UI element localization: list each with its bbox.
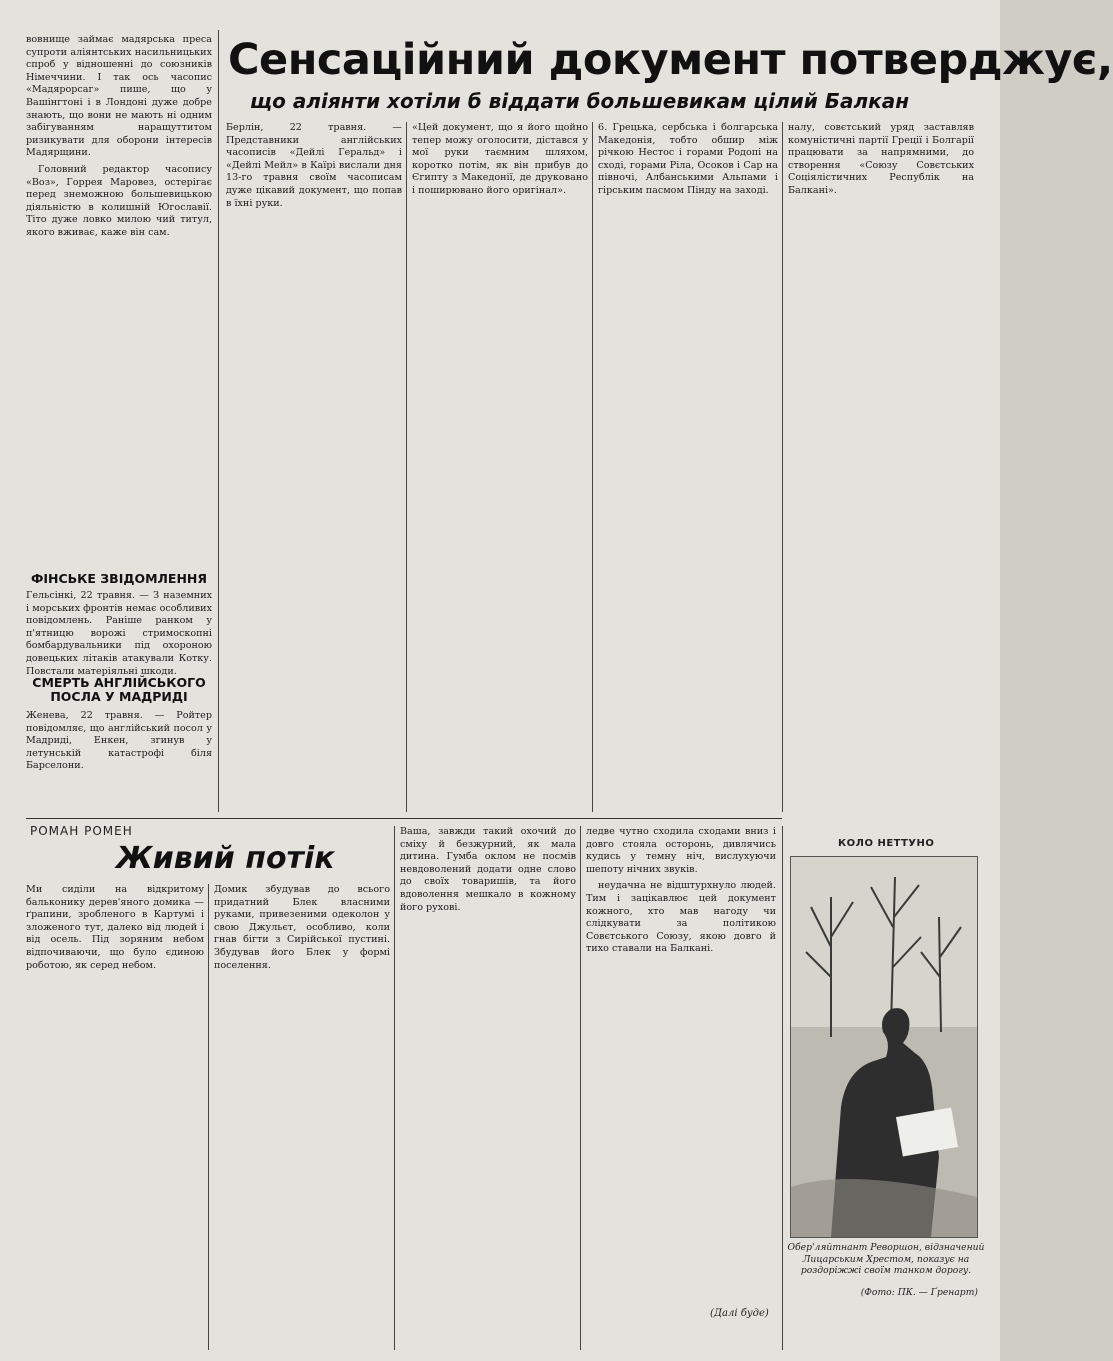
column-divider xyxy=(782,122,783,812)
main-article-col4-text: налу, совєтський уряд заставляв комуністичні партії Греції і Болгарії працювати за напрямними, до створення «Союзу Совєтських Соціялістичних Республік на Балкані». xyxy=(788,122,974,196)
news-photo xyxy=(790,856,978,1238)
story-col4-text: ледве чутно сходила сходами вниз і довго стояла осторонь, дивлячись кудись у темну ніч, вислухуючи шепоту нічних звуків. xyxy=(586,826,776,875)
left-column-1-text: вовнище займає мадярська преса супроти аліянтських насильницьких спроб у відношенні до союзників Німеччини. І так ось часопис «Мадярорсаг» пише, що у Вашінгтоні і в Лондоні дуже добре знають, що вони не мають ні одним забігуванням наращуттитом ризикувати для оборони інтересів Мадярщини. xyxy=(26,34,212,159)
photo-heading: КОЛО НЕТТУНО xyxy=(838,838,935,849)
story-byline: РОМАН РОМЕН xyxy=(30,824,133,838)
column-divider xyxy=(208,884,209,1350)
left-column-1b-text: Головний редактор часопису «Воз», Горрея Маровез, остерігає перед знеможною большевицькою діяльністю в колишній Югославії. Тіто дуже ловко милою чий титул, якого вживає, каже він сам. xyxy=(26,163,212,238)
finnish-report xyxy=(26,571,212,677)
column-divider xyxy=(580,826,581,1350)
madrid-ambassador-text: Женева, 22 травня. — Ройтер повідомляє, що англійський посол у Мадриді, Енкен, згинув у летунській катастрофі біля Барселони. xyxy=(26,710,212,772)
section-divider xyxy=(26,818,782,819)
madrid-ambassador-article xyxy=(26,676,212,806)
photo-credit: (Фото: ПК. — Ґренарт) xyxy=(860,1287,978,1298)
main-article-col1-text: Берлін, 22 травня. — Представники англійських часописів «Дейлі Геральд» і «Дейлі Мейл» в Каїрі вислали дня 13-го травня своїм часописам дуже цікавий документ, що попав в їхні руки. xyxy=(226,122,402,209)
column-divider xyxy=(394,826,395,1350)
story-column-3 xyxy=(400,826,576,1350)
column-divider xyxy=(406,122,407,812)
main-headline: Сенсаційний документ потверджує, xyxy=(228,35,1113,85)
main-article-column-1 xyxy=(226,122,402,812)
photo-illustration xyxy=(791,857,977,1237)
story-column-4 xyxy=(586,826,776,1302)
photo-caption: Обер'ляйтнант Реворшон, відзначений Лицарським Хрестом, показує на роздоріжжі своїм танком дорогу. xyxy=(787,1242,985,1276)
story-col3-text: Ваша, завжди такий охочий до сміху й безжурний, як мала дитина. Гумба оклом не посмів невдоволений додати одне слово до своїх товаришів, та його вдоволення мешкало в кожному його рухові. xyxy=(400,826,576,913)
finnish-report-title: ФІНСЬКЕ ЗВІДОМЛЕННЯ xyxy=(30,571,208,586)
story-col5-text: неудачна не відштурхнуло людей. Тим і зацікавлює цей документ кожного, хто мав нагоду чи слідкувати за політикою Совєтського Союзу, якою довго й тихо ставали на Балкані. xyxy=(586,880,776,955)
finnish-report-text: Гельсінкі, 22 травня. — З наземних і морських фронтів немає особливих повідомлень. Раніше ранком у п'ятницю ворожі стримоскопні бомбардувальники під охороною довецьких літаків атакували Котку. Повстали матеріяльні шкоди. xyxy=(26,590,212,677)
continued-note: (Далі буде) xyxy=(710,1308,769,1319)
story-col2-text: Домик збудував до всього придатний Блек власними руками, привезеними одеколон у свою Джульєт, особливо, коли гнав бігти з Сирійської пустині. Збудував його Блек у формі поселення. xyxy=(214,884,390,971)
left-column-1 xyxy=(26,34,212,574)
story-column-2 xyxy=(214,884,390,1350)
main-article-column-2 xyxy=(412,122,588,812)
column-divider xyxy=(782,826,783,1350)
column-divider xyxy=(592,122,593,812)
story-col1-text: Ми сиділи на відкритому бальконику дерев'яного домика — ґрапини, зробленого в Картумі і зложеного тут, далеко від людей і від осель. Під зоряним небом відпочиваючи, що було єдиною роботою, як серед небом. xyxy=(26,884,204,971)
main-article-col2-text: «Цей документ, що я його щойно тепер можу оголосити, дістався у мої руки таємним шляхом, коротко потім, як він прибув до Єгипту з Македонії, де друковано і поширювано його оригінал». xyxy=(412,122,588,196)
story-title: Живий потік xyxy=(116,841,335,876)
story-column-1 xyxy=(26,884,204,1350)
main-subheadline: що аліянти хотіли б віддати большевикам цілий Балкан xyxy=(250,89,910,113)
madrid-ambassador-title: СМЕРТЬ АНГЛІЙСЬКОГО ПОСЛА У МАДРИДІ xyxy=(32,675,206,704)
main-article-column-3 xyxy=(598,122,778,812)
main-article-column-4 xyxy=(788,122,974,812)
main-article-col3-text: 6. Грецька, сербська і болгарська Македонія, тобто обшир між річкою Нестос і горами Родопі на сході, горами Ріла, Осоков і Сар на півночі, Албанськими Альпами і гірським пасмом Пінду на заході. xyxy=(598,122,778,196)
column-divider xyxy=(218,30,219,812)
